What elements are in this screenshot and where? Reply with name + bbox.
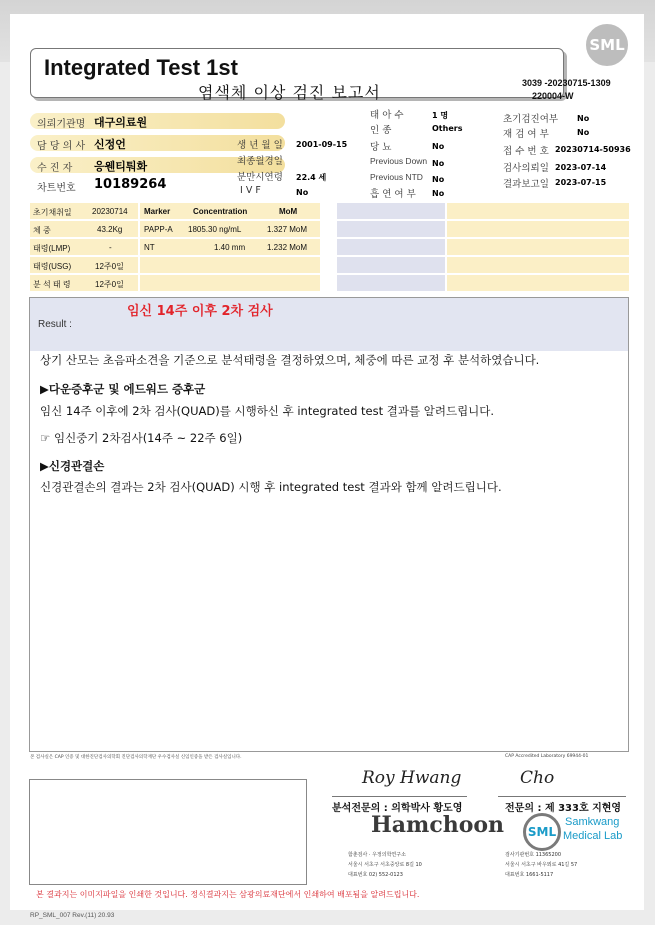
blank-cell bbox=[337, 239, 445, 255]
report-date-label: 결과보고일 bbox=[503, 179, 549, 190]
blank-cell bbox=[447, 239, 629, 255]
sample-value: 12주0일 bbox=[95, 280, 124, 289]
reexam-value: No bbox=[577, 128, 590, 137]
signature-1: Roy Hwang bbox=[362, 768, 462, 788]
marker-name: PAPP-A bbox=[144, 225, 173, 234]
memo-box bbox=[29, 779, 307, 885]
sample-label: 초기채취일 bbox=[33, 208, 72, 217]
result-line: 임신 14주 이후에 2차 검사(QUAD)를 시행하신 후 integrated test 결과를 알려드립니다. bbox=[40, 404, 495, 418]
race-value: Others bbox=[432, 124, 463, 133]
marker-mom: 1.327 MoM bbox=[267, 225, 308, 234]
samkwang-brand: Samkwang bbox=[565, 816, 620, 828]
cap-note: CAP Accredited Laboratory 69944-01 bbox=[505, 754, 589, 759]
blank-cell bbox=[337, 275, 445, 291]
age-value: 22.4 세 bbox=[296, 173, 327, 182]
signature-2: Cho bbox=[520, 768, 555, 788]
reexam-label: 재 검 여 부 bbox=[503, 129, 549, 140]
form-number: RP_SML_007 Rev.(11) 20.93 bbox=[30, 912, 115, 919]
receipt-value: 20230714-50936 bbox=[555, 145, 631, 154]
fetus-value: 1 명 bbox=[432, 111, 449, 120]
smoking-value: No bbox=[432, 189, 445, 198]
age-label: 분만시연령 bbox=[237, 172, 283, 183]
blank-cell bbox=[337, 203, 445, 219]
sample-label: 태령(USG) bbox=[33, 262, 72, 271]
specialist-label: 전문의 : 제 333호 지현영 bbox=[505, 803, 622, 814]
prev-ntd-value: No bbox=[432, 175, 445, 184]
medlab-brand: Medical Lab bbox=[563, 830, 623, 842]
mom-header: MoM bbox=[279, 207, 298, 216]
first-exam-label: 초기검진여부 bbox=[503, 114, 559, 125]
signature-line bbox=[332, 796, 467, 797]
sample-value: - bbox=[109, 243, 112, 252]
institution-label: 의뢰기관명 bbox=[37, 119, 86, 130]
analyst-label: 분석전문의 : 의학박사 황도영 bbox=[332, 803, 463, 814]
lmp-label: 최종월경일 bbox=[237, 156, 283, 167]
diabetes-value: No bbox=[432, 142, 445, 151]
request-date-value: 2023-07-14 bbox=[555, 163, 607, 172]
signature-line bbox=[498, 796, 626, 797]
request-date-label: 검사의뢰일 bbox=[503, 163, 549, 174]
sample-label: 체 중 bbox=[33, 226, 51, 235]
sample-label: 분 석 태 령 bbox=[33, 280, 71, 289]
sml-logo-text: SML bbox=[589, 36, 625, 54]
blank-cell bbox=[447, 257, 629, 273]
lab2-address: 서울시 서초구 바우뫼로 41길 57 bbox=[505, 862, 578, 868]
result-line: 신경관결손의 결과는 2차 검사(QUAD) 시행 후 integrated test 결과와 함께 알려드립니다. bbox=[40, 480, 502, 494]
smoking-label: 흡 연 여 부 bbox=[370, 189, 416, 200]
lab2-address: 대표번호 1661-5117 bbox=[505, 872, 554, 878]
print-notice: 본 결과지는 이미지파일을 인쇄한 것입니다. 정식결과지는 삼광의료재단에서 인쇄하여 배포됨을 알려드립니다. bbox=[36, 890, 420, 899]
marker-row bbox=[140, 275, 320, 291]
birth-value: 2001-09-15 bbox=[296, 140, 348, 149]
race-label: 인 종 bbox=[370, 125, 392, 136]
blank-cell bbox=[447, 203, 629, 219]
sample-label: 태령(LMP) bbox=[33, 244, 71, 253]
concentration-header: Concentration bbox=[193, 207, 248, 216]
result-label: Result : bbox=[38, 319, 72, 330]
sample-value: 20230714 bbox=[92, 207, 128, 216]
hamchoon-logo: Hamchoon bbox=[371, 812, 505, 838]
result-heading: ▶신경관결손 bbox=[40, 459, 105, 473]
marker-concentration: 1805.30 ng/mL bbox=[188, 225, 242, 234]
sample-value: 12주0일 bbox=[95, 262, 124, 271]
receipt-label: 접 수 번 호 bbox=[503, 146, 549, 157]
lab1-address: 서울시 서초구 서초중앙로 8길 10 bbox=[348, 862, 422, 868]
blank-cell bbox=[447, 221, 629, 237]
result-headline: 임신 14주 이후 2차 검사 bbox=[127, 304, 273, 319]
doctor-label: 담 당 의 사 bbox=[37, 141, 86, 152]
report-date-value: 2023-07-15 bbox=[555, 178, 607, 187]
marker-row bbox=[140, 257, 320, 273]
lab2-address: 검사기관번호 11365200 bbox=[505, 852, 562, 858]
report-subtitle: 염색체 이상 검진 보고서 bbox=[198, 83, 381, 102]
prev-ntd-label: Previous NTD bbox=[370, 172, 423, 182]
sml-medlab-logo-text: SML bbox=[527, 825, 557, 839]
report-ref-code: 220004-W bbox=[532, 91, 574, 101]
result-line: 상기 산모는 초음파소견을 기준으로 분석태령을 결정하였으며, 체중에 따른 교정 후 분석하였습니다. bbox=[40, 353, 540, 367]
fetus-label: 태 아 수 bbox=[370, 110, 404, 121]
chart-no-value: 10189264 bbox=[94, 177, 167, 192]
chart-no-label: 차트번호 bbox=[37, 183, 76, 194]
marker-concentration: 1.40 mm bbox=[214, 243, 246, 252]
diabetes-label: 당 뇨 bbox=[370, 142, 392, 153]
blank-cell bbox=[447, 275, 629, 291]
accreditation-note: 본 검사실은 CAP 인증 및 대한진단검사의학회 진단검사의학재단 우수검사실 신임인증을 받은 검사실입니다. bbox=[30, 755, 242, 760]
birth-label: 생 년 월 일 bbox=[237, 140, 283, 151]
institution-value: 대구의료원 bbox=[94, 116, 148, 129]
blank-cell bbox=[337, 221, 445, 237]
doctor-value: 신정언 bbox=[94, 138, 126, 151]
lab1-address: 대표번호 02) 552-0123 bbox=[348, 872, 403, 878]
sample-value: 43.2Kg bbox=[97, 225, 123, 234]
ivf-value: No bbox=[296, 188, 309, 197]
prev-down-value: No bbox=[432, 159, 445, 168]
blank-cell bbox=[337, 257, 445, 273]
marker-name: NT bbox=[144, 243, 155, 252]
marker-mom: 1.232 MoM bbox=[267, 243, 308, 252]
result-heading: ▶다운증후군 및 에드워드 증후군 bbox=[40, 382, 206, 396]
patient-name-value: 응웬티퉈화 bbox=[94, 160, 148, 173]
prev-down-label: Previous Down bbox=[370, 156, 428, 166]
patient-label: 수 진 자 bbox=[37, 163, 73, 174]
ivf-label: I V F bbox=[240, 185, 261, 196]
lab1-address: 함춘검사 · 우정의학연구소 bbox=[348, 852, 406, 858]
result-header-band bbox=[30, 298, 628, 351]
first-exam-value: No bbox=[577, 114, 590, 123]
report-title: Integrated Test 1st bbox=[44, 55, 238, 80]
report-ref-number: 3039 -20230715-1309 bbox=[522, 78, 611, 88]
result-line: ☞ 임신중기 2차검사(14주 ~ 22주 6일) bbox=[40, 431, 243, 445]
marker-header: Marker bbox=[144, 207, 171, 216]
